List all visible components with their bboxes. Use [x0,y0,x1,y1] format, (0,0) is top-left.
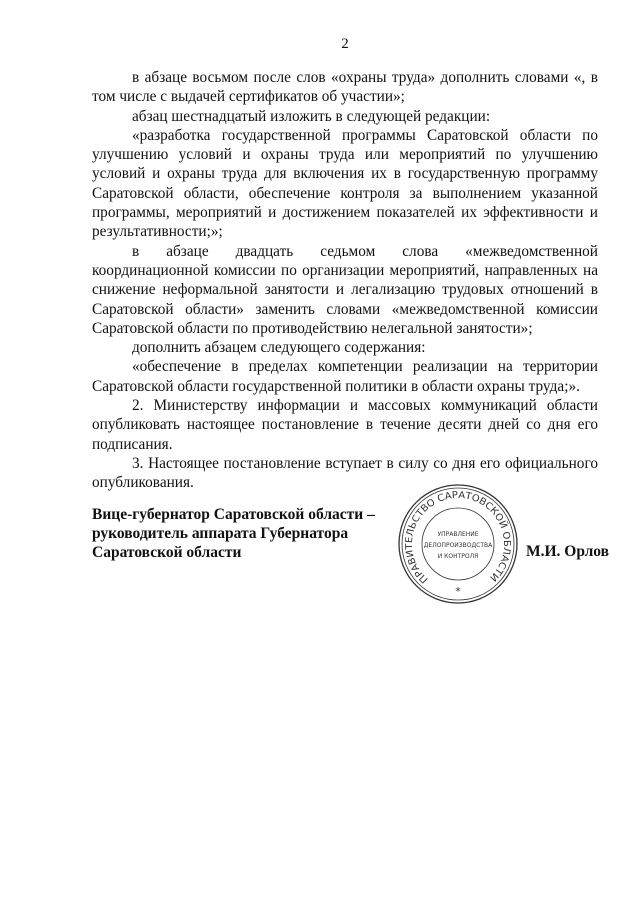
signatory-position [92,505,375,562]
paragraph: 3. Настоящее постановление вступает в силу со дня его официального опубликования. [92,454,598,492]
stamp-ring-text: ПРАВИТЕЛЬСТВО САРАТОВСКОЙ ОБЛАСТИ [403,489,513,586]
signatory-name: М.И. Орлов [526,543,610,560]
official-stamp [396,482,520,606]
paragraph: дополнить абзацем следующего содержания: [132,339,426,357]
position-line: Саратовской области [92,544,242,561]
document-body [92,68,598,493]
stamp-center-line: И КОНТРОЛЯ [437,553,479,560]
paragraph: 2. Министерству информации и массовых коммуникаций области опубликовать настоящее постановление в течение десяти дней со дня его подписания. [92,397,598,453]
stamp-star: * [455,585,461,598]
paragraph: «разработка государственной программы Саратовской области по улучшению условий и охраны труда или мероприятий по улучшению условий и охраны труда для включения их в государственную программу Саратовской области, обеспечение контроля за выполнением указанной программы, мероприятий и достижением показателей их эффективности и результативности;»; [92,126,598,241]
paragraph: абзац шестнадцатый изложить в следующей редакции: [132,107,491,125]
position-line: руководитель аппарата Губернатора [92,525,349,542]
page-number: 2 [341,36,349,52]
paragraph: в абзаце восьмом после слов «охраны труда» дополнить словами «, в том числе с выдачей сертификатов об участии»; [92,69,598,106]
paragraph: в абзаце двадцать седьмом слова «межведомственной координационной комиссии по организации мероприятий, направленных на снижение неформальной занятости и легализацию трудовых отношений в Саратовской области» заменить словами «межведомственной комиссии Саратовской области по противодействию нелегальной занятости»; [92,242,598,337]
stamp-center-line: ДЕЛОПРОИЗВОДСТВА [423,542,493,549]
stamp-center-line: УПРАВЛЕНИЕ [437,531,479,538]
position-line: Вице-губернатор Саратовской области – [92,506,375,523]
paragraph: «обеспечение в пределах компетенции реализации на территории Саратовской области государственной политики в области охраны труда;». [92,358,598,395]
